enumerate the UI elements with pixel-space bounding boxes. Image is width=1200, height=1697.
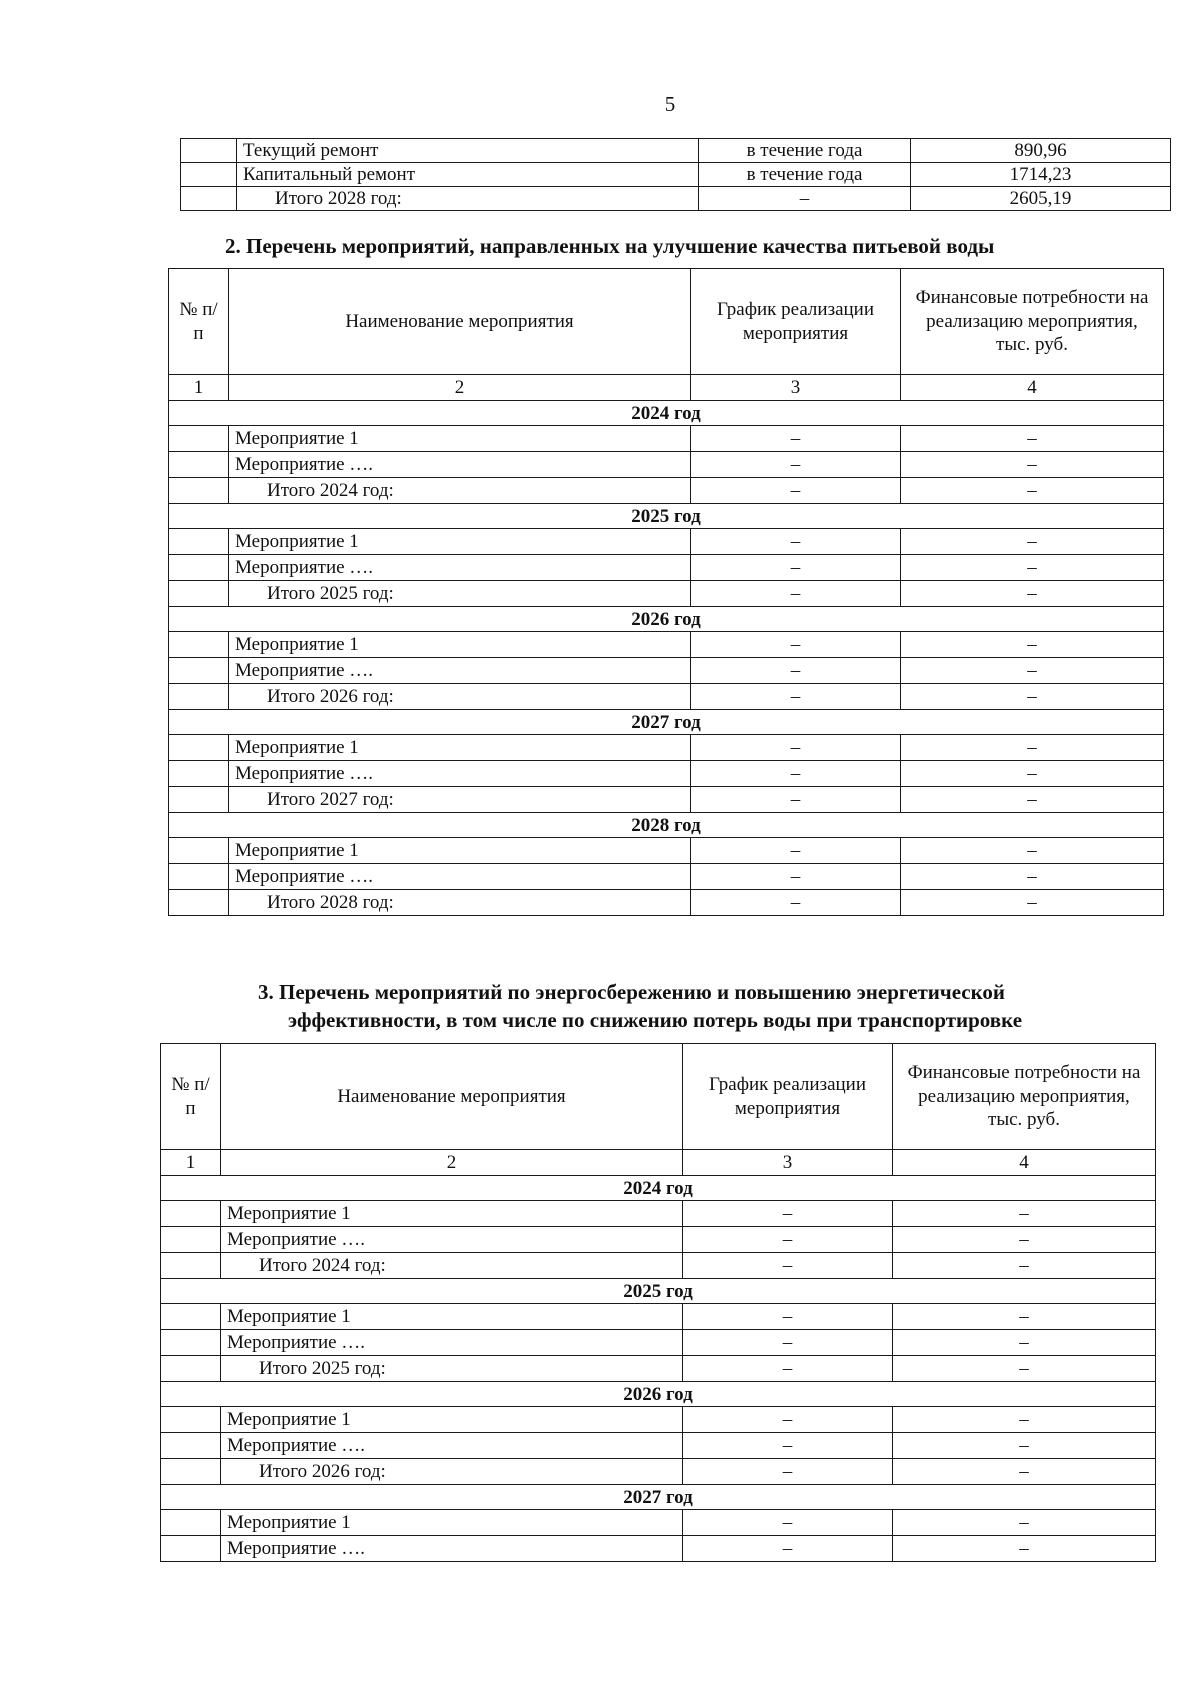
row-name: Итого 2026 год: [229,684,691,710]
row-name: Итого 2024 год: [229,478,691,504]
table-row [161,1459,1156,1485]
row-schedule: – [683,1253,893,1279]
row-finance: – [901,658,1164,684]
row-number [181,187,237,211]
row-number [161,1407,221,1433]
col-number: 4 [893,1150,1156,1176]
col-number: 1 [161,1150,221,1176]
header-schedule: График реализации мероприятия [691,269,901,375]
year-row [161,1382,1156,1407]
row-number [161,1433,221,1459]
row-schedule: – [691,632,901,658]
row-number [169,658,229,684]
col-number: 4 [901,375,1164,401]
row-name: Мероприятие …. [221,1330,683,1356]
row-number [169,890,229,916]
row-name: Мероприятие …. [221,1433,683,1459]
table-row [169,426,1164,452]
row-finance: – [901,684,1164,710]
header-name: Наименование мероприятия [229,269,691,375]
table-row [161,1330,1156,1356]
row-finance: – [901,478,1164,504]
table-row [169,787,1164,813]
table-row [169,529,1164,555]
row-number [161,1356,221,1382]
row-name: Текущий ремонт [237,139,699,163]
row-schedule: – [691,684,901,710]
row-name: Мероприятие 1 [221,1407,683,1433]
row-name: Итого 2027 год: [229,787,691,813]
row-finance: – [901,735,1164,761]
table-row [169,658,1164,684]
row-schedule: – [691,529,901,555]
header-num: № п/п [161,1044,221,1150]
row-name: Мероприятие …. [221,1227,683,1253]
row-schedule: – [683,1356,893,1382]
row-schedule: – [683,1407,893,1433]
header-finance: Финансовые потребности на реализацию мероприятия, тыс. руб. [893,1044,1156,1150]
section3-title-line1: 3. Перечень мероприятий по энергосбережению и повышению энергетической [258,980,1006,1004]
table-row [181,139,1171,163]
row-name: Мероприятие …. [229,761,691,787]
row-amount: 890,96 [911,139,1171,163]
row-name: Мероприятие …. [229,658,691,684]
row-name: Капитальный ремонт [237,163,699,187]
row-schedule: – [683,1536,893,1562]
row-finance: – [893,1356,1156,1382]
row-number [169,478,229,504]
year-row [169,504,1164,529]
row-finance: – [901,761,1164,787]
year-row [169,607,1164,632]
row-finance: – [893,1227,1156,1253]
col-number: 2 [221,1150,683,1176]
row-number [169,761,229,787]
table-row [181,163,1171,187]
row-number [161,1201,221,1227]
year-row [161,1485,1156,1510]
year-label: 2028 год [169,813,1164,838]
row-finance: – [893,1201,1156,1227]
row-schedule: – [691,890,901,916]
row-number [169,838,229,864]
year-label: 2025 год [169,504,1164,529]
table-row [161,1433,1156,1459]
row-number [169,735,229,761]
section2-title: 2. Перечень мероприятий, направленных на улучшение качества питьевой воды [225,234,995,258]
row-number [169,426,229,452]
row-finance: – [901,426,1164,452]
row-number [169,452,229,478]
row-schedule: – [691,452,901,478]
year-row [161,1176,1156,1201]
row-name: Мероприятие 1 [221,1201,683,1227]
row-finance: – [901,581,1164,607]
top-table [180,138,1171,211]
row-schedule: в течение года [699,139,911,163]
col-number: 3 [683,1150,893,1176]
table-row [161,1253,1156,1279]
table-row [169,632,1164,658]
row-number [169,632,229,658]
section3-table [160,1043,1156,1562]
row-name: Итого 2024 год: [221,1253,683,1279]
table-row [161,1510,1156,1536]
year-label: 2027 год [169,710,1164,735]
row-finance: – [893,1433,1156,1459]
row-number [169,529,229,555]
table-row [161,1201,1156,1227]
table-row [169,735,1164,761]
year-label: 2027 год [161,1485,1156,1510]
year-label: 2024 год [161,1176,1156,1201]
year-label: 2026 год [161,1382,1156,1407]
year-row [169,813,1164,838]
row-number [181,163,237,187]
row-schedule: – [691,478,901,504]
table-row [161,1227,1156,1253]
table-row [181,187,1171,211]
row-name: Мероприятие …. [229,452,691,478]
year-row [169,710,1164,735]
row-name: Мероприятие …. [229,864,691,890]
row-name: Мероприятие 1 [229,426,691,452]
table-row [169,555,1164,581]
row-schedule: – [699,187,911,211]
row-name: Мероприятие 1 [229,529,691,555]
row-finance: – [901,632,1164,658]
row-name: Мероприятие 1 [221,1304,683,1330]
year-label: 2024 год [169,401,1164,426]
table-row [161,1304,1156,1330]
row-schedule: – [691,761,901,787]
row-finance: – [893,1510,1156,1536]
col-number: 2 [229,375,691,401]
row-number [161,1536,221,1562]
table-row [161,1356,1156,1382]
row-schedule: – [691,555,901,581]
row-schedule: – [691,735,901,761]
row-finance: – [901,452,1164,478]
col-number: 3 [691,375,901,401]
table-row [169,761,1164,787]
row-number [161,1304,221,1330]
row-number [161,1227,221,1253]
row-schedule: – [691,787,901,813]
column-number-row [161,1150,1156,1176]
row-number [169,684,229,710]
row-name: Мероприятие 1 [229,735,691,761]
row-name: Мероприятие 1 [229,838,691,864]
row-amount: 1714,23 [911,163,1171,187]
row-finance: – [901,529,1164,555]
row-number [181,139,237,163]
header-schedule: График реализации мероприятия [683,1044,893,1150]
table-row [169,890,1164,916]
header-name: Наименование мероприятия [221,1044,683,1150]
row-schedule: – [691,581,901,607]
row-schedule: – [691,864,901,890]
table-row [161,1407,1156,1433]
row-finance: – [893,1459,1156,1485]
year-row [169,401,1164,426]
page-number: 5 [664,92,676,116]
row-name: Итого 2028 год: [229,890,691,916]
row-schedule: – [683,1459,893,1485]
row-schedule: – [683,1510,893,1536]
row-name: Мероприятие 1 [229,632,691,658]
row-number [169,787,229,813]
row-schedule: – [691,658,901,684]
row-amount: 2605,19 [911,187,1171,211]
col-number: 1 [169,375,229,401]
row-name: Мероприятие 1 [221,1510,683,1536]
row-schedule: – [683,1227,893,1253]
row-name: Итого 2025 год: [229,581,691,607]
row-schedule: – [683,1201,893,1227]
table-header-row [161,1044,1156,1150]
row-number [161,1253,221,1279]
row-number [169,864,229,890]
row-finance: – [901,555,1164,581]
year-row [161,1279,1156,1304]
table-row [169,838,1164,864]
table-row [169,478,1164,504]
row-name: Мероприятие …. [229,555,691,581]
table-row [169,581,1164,607]
row-number [161,1330,221,1356]
row-finance: – [893,1304,1156,1330]
row-finance: – [901,787,1164,813]
row-number [161,1510,221,1536]
header-num: № п/п [169,269,229,375]
row-name: Итого 2025 год: [221,1356,683,1382]
table-row [169,684,1164,710]
row-name: Мероприятие …. [221,1536,683,1562]
row-finance: – [901,838,1164,864]
header-finance: Финансовые потребности на реализацию мероприятия, тыс. руб. [901,269,1164,375]
row-finance: – [901,864,1164,890]
row-number [161,1459,221,1485]
row-finance: – [901,890,1164,916]
row-schedule: в течение года [699,163,911,187]
table-row [169,452,1164,478]
section3-title-line2: эффективности, в том числе по снижению потерь воды при транспортировке [288,1008,1023,1032]
row-finance: – [893,1536,1156,1562]
row-number [169,555,229,581]
column-number-row [169,375,1164,401]
row-finance: – [893,1253,1156,1279]
row-schedule: – [691,838,901,864]
row-schedule: – [691,426,901,452]
table-header-row [169,269,1164,375]
row-schedule: – [683,1433,893,1459]
table-row [161,1536,1156,1562]
section2-table [168,268,1164,916]
year-label: 2026 год [169,607,1164,632]
row-finance: – [893,1407,1156,1433]
year-label: 2025 год [161,1279,1156,1304]
row-name: Итого 2026 год: [221,1459,683,1485]
row-schedule: – [683,1304,893,1330]
row-finance: – [893,1330,1156,1356]
table-row [169,864,1164,890]
row-schedule: – [683,1330,893,1356]
row-name: Итого 2028 год: [237,187,699,211]
row-number [169,581,229,607]
